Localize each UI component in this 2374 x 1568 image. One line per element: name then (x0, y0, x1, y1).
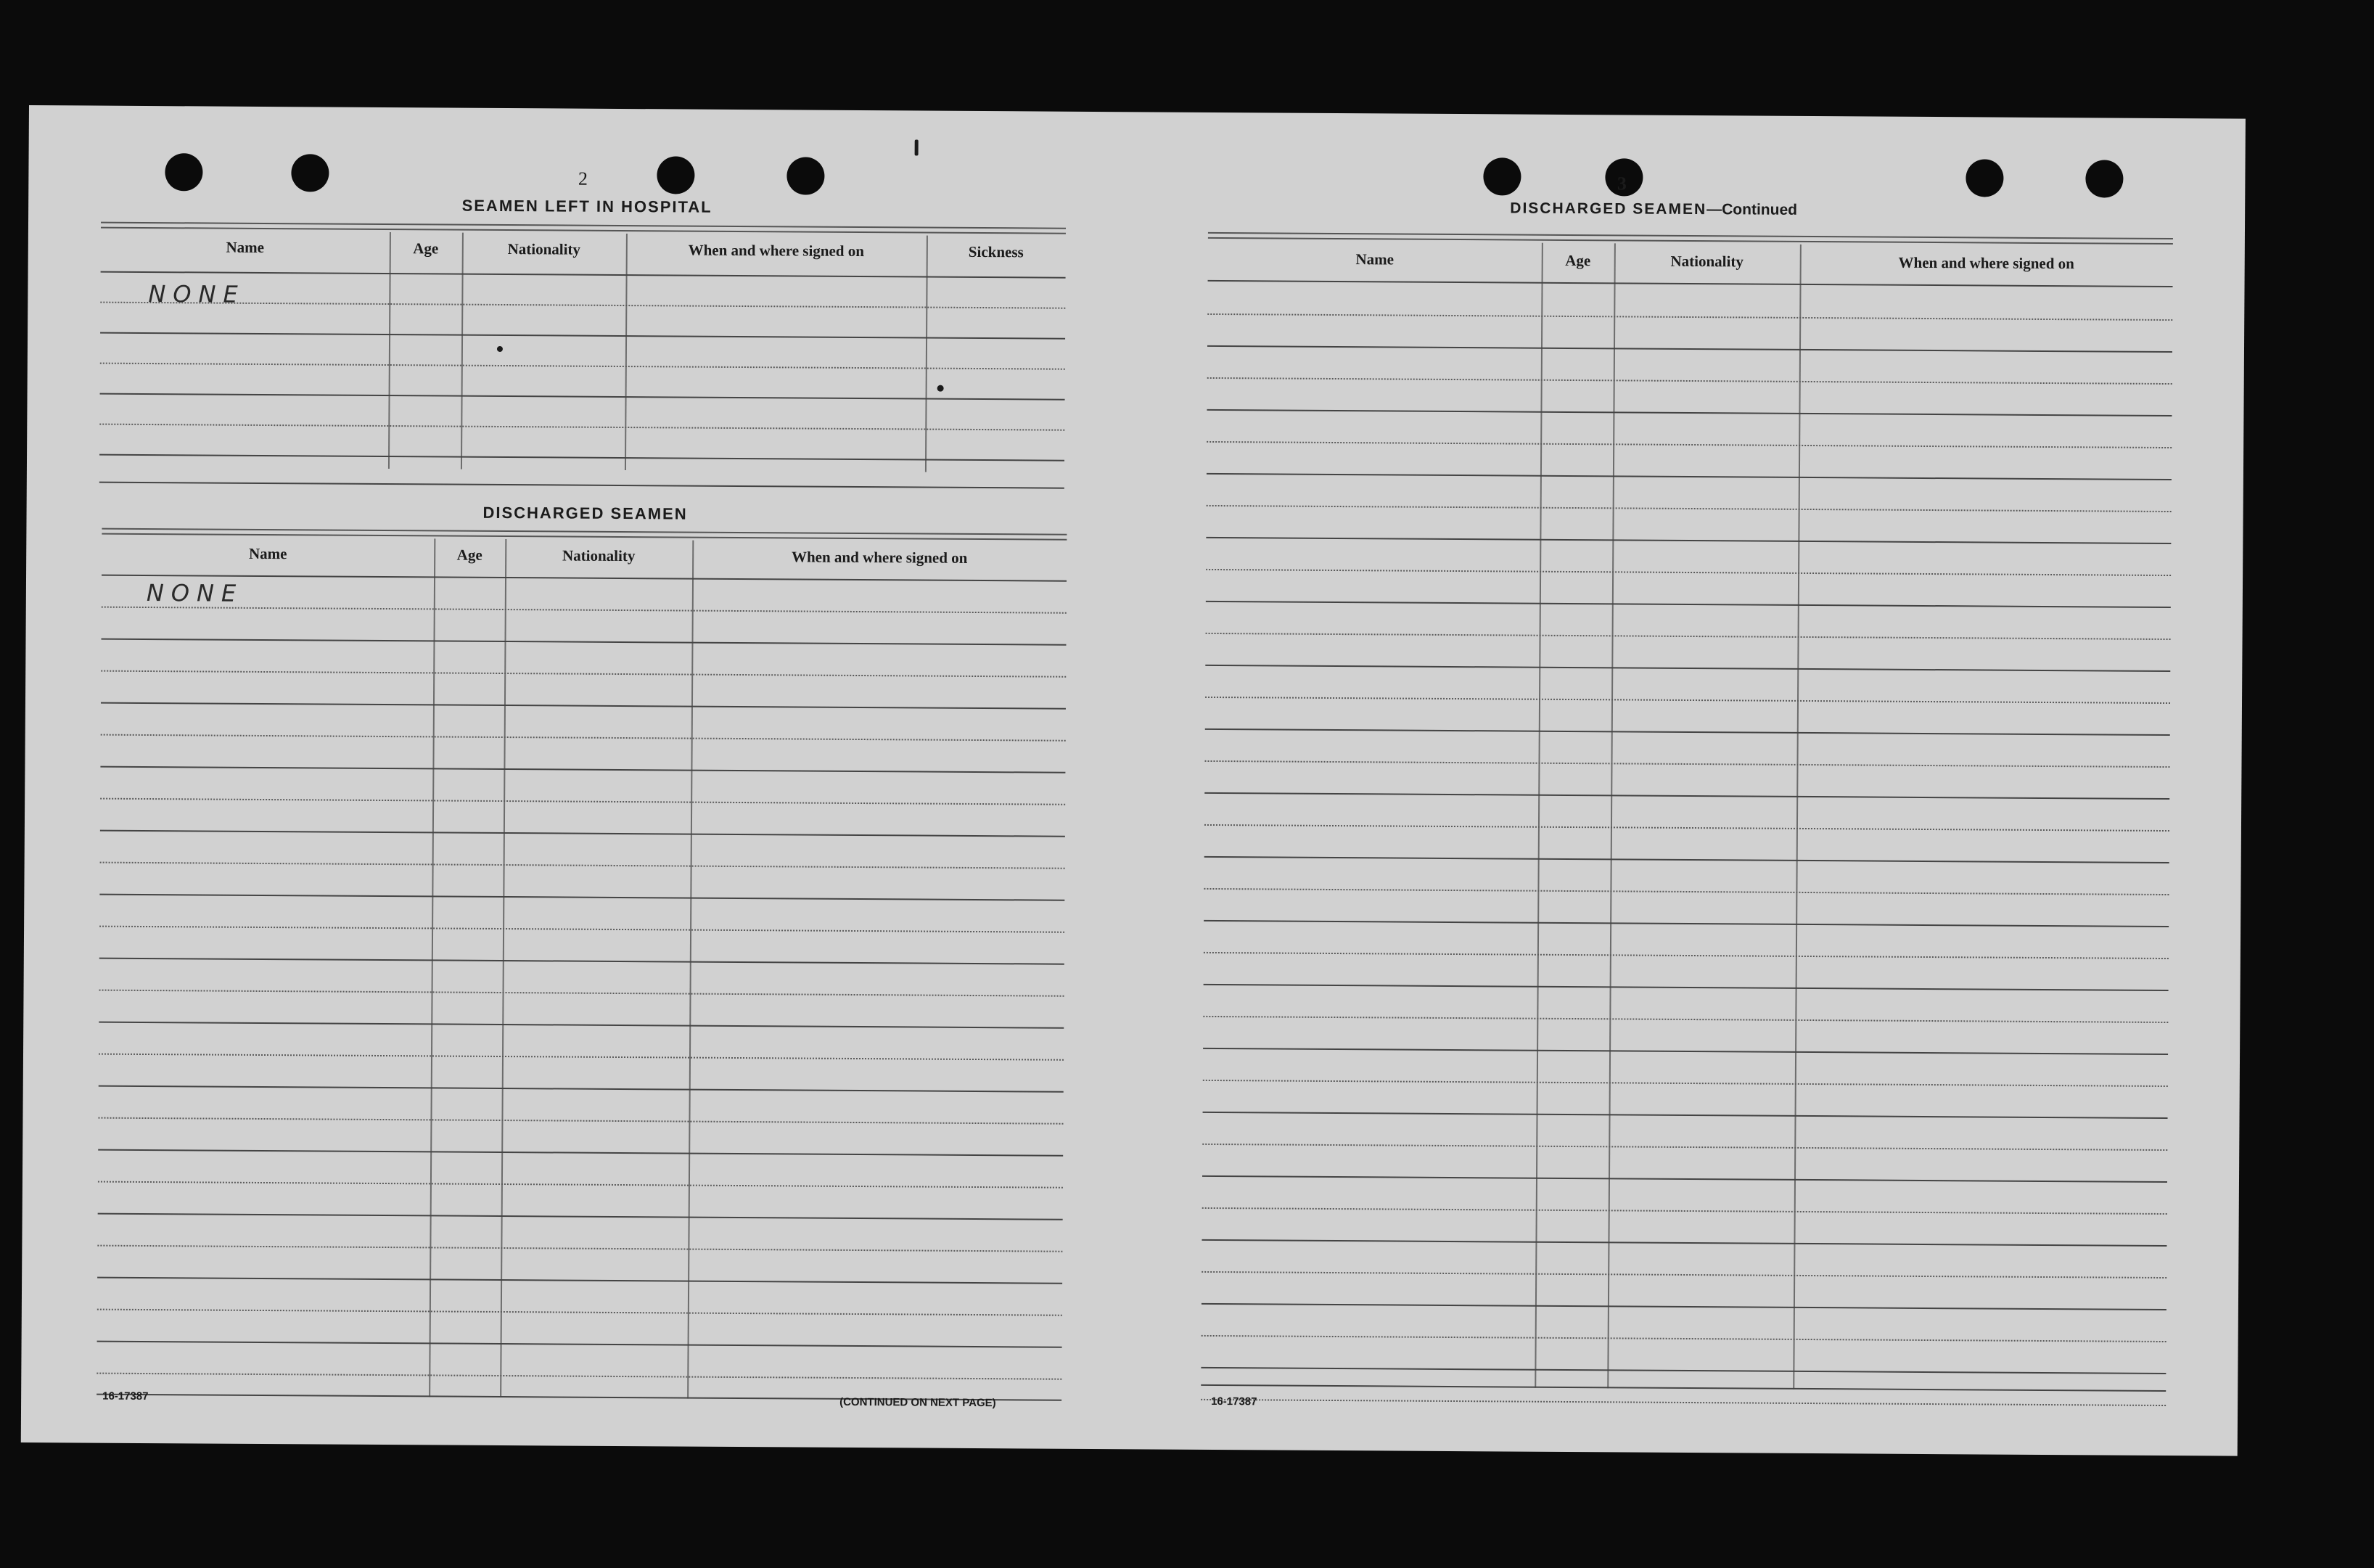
form-row-line (1205, 728, 2170, 736)
form-row-line (102, 639, 1067, 646)
form-row-line (1204, 824, 2169, 832)
form-row-line (101, 702, 1066, 710)
punch-hole (165, 153, 202, 191)
form-row-line (98, 1117, 1063, 1125)
form-row-line (99, 1054, 1064, 1061)
section-title-discharged: DISCHARGED SEAMEN (482, 503, 688, 523)
form-row-line (1207, 345, 2172, 353)
hospital-table (99, 222, 1066, 489)
form-row-line (100, 830, 1065, 837)
form-row-line (1202, 1335, 2166, 1342)
form-row-line (1206, 601, 2171, 608)
form-row-line (97, 1341, 1062, 1348)
handwritten-entry: NONE (148, 280, 245, 308)
form-row-line (100, 393, 1065, 401)
form-row-line (1203, 1112, 2168, 1119)
form-row-line (1202, 1271, 2166, 1278)
form-row-line (101, 670, 1066, 678)
form-row-line (99, 958, 1064, 965)
page-number: 2 (578, 168, 588, 189)
form-row-line (1207, 441, 2172, 448)
form-row-line (1207, 473, 2172, 480)
form-row-line (99, 926, 1064, 933)
form-row-line (99, 894, 1064, 901)
form-row-line (1201, 1399, 2166, 1406)
form-row-line (99, 424, 1064, 431)
form-row-line (96, 1373, 1061, 1380)
form-row-line (1206, 569, 2171, 576)
form-row-line (1203, 1080, 2168, 1087)
form-row-line (1204, 856, 2169, 863)
punch-hole (1483, 157, 1521, 195)
form-row-line (102, 607, 1067, 614)
handwritten-entry: NONE (146, 579, 244, 607)
column-header-nationality: Nationality (1670, 252, 1743, 271)
form-row-line (100, 862, 1065, 869)
form-row-line (1204, 920, 2169, 927)
form-row-line (98, 1149, 1063, 1157)
form-row-line (101, 734, 1066, 742)
form-row-line (1204, 984, 2169, 991)
form-row-line (1203, 1048, 2168, 1055)
ink-speck (915, 139, 919, 155)
form-row-line (1207, 409, 2172, 416)
form-row-line (1201, 1367, 2166, 1374)
punch-hole (2085, 160, 2123, 197)
form-row-line (1206, 633, 2171, 640)
column-header-signed-on: When and where signed on (688, 241, 865, 260)
section-title-hospital: SEAMEN LEFT IN HOSPITAL (461, 196, 712, 216)
form-row-line (98, 1181, 1063, 1189)
form-row-line (1202, 1175, 2167, 1183)
discharged-table (96, 528, 1067, 1401)
form-number: 16-17387 (102, 1390, 149, 1403)
column-header-name: Name (1355, 250, 1395, 268)
form-row-line (1205, 760, 2170, 768)
form-row-line (99, 454, 1064, 461)
section-title-suffix: —Continued (1706, 201, 1798, 218)
form-row-line (1206, 537, 2171, 544)
column-header-sickness: Sickness (968, 242, 1024, 261)
punch-hole (291, 154, 329, 192)
column-header-nationality: Nationality (562, 546, 636, 565)
form-row-line (1204, 792, 2169, 800)
form-row-line (1207, 505, 2172, 512)
punch-hole (1966, 159, 2003, 197)
discharged-continued-table (1201, 232, 2173, 1392)
column-header-name: Name (226, 238, 265, 256)
form-row-line (98, 1213, 1063, 1220)
form-row-line (1207, 313, 2172, 321)
form-row-line (100, 363, 1065, 370)
column-header-age: Age (456, 546, 482, 564)
form-row-line (1207, 377, 2172, 385)
ink-speck (937, 385, 944, 392)
form-row-line (1203, 1016, 2168, 1023)
form-row-line (100, 332, 1065, 340)
form-row-line (1202, 1144, 2167, 1151)
form-row-line (99, 1085, 1064, 1093)
column-header-nationality: Nationality (507, 240, 581, 258)
punch-hole (786, 157, 824, 194)
column-header-signed-on: When and where signed on (1898, 253, 2074, 273)
form-row-line (1205, 665, 2170, 672)
punch-hole (657, 156, 694, 194)
column-header-age: Age (1565, 251, 1591, 270)
page-number: 3 (1617, 173, 1627, 194)
section-title-text: DISCHARGED SEAMEN (1510, 200, 1707, 218)
section-title-discharged-continued (1479, 200, 1828, 219)
form-row-line (1204, 888, 2169, 895)
form-row-line (99, 1022, 1064, 1029)
column-header-age: Age (413, 239, 439, 258)
continued-note: (CONTINUED ON NEXT PAGE) (839, 1395, 996, 1410)
manifest-sheet (21, 105, 2246, 1456)
column-header-name: Name (248, 544, 287, 563)
form-row-line (100, 302, 1065, 309)
form-row-line (1204, 952, 2169, 959)
form-row-line (100, 766, 1065, 773)
form-row-line (97, 1245, 1062, 1252)
form-row-line (97, 1309, 1062, 1316)
form-row-line (100, 798, 1065, 805)
column-header-signed-on: When and where signed on (791, 548, 968, 567)
form-row-line (1202, 1239, 2166, 1247)
form-number: 16-17387 (1211, 1395, 1257, 1408)
form-row-line (99, 990, 1064, 997)
form-row-line (1202, 1207, 2167, 1215)
ink-speck (497, 346, 503, 352)
form-row-line (97, 1277, 1062, 1284)
form-row-line (1205, 697, 2170, 704)
form-row-line (1202, 1303, 2166, 1310)
